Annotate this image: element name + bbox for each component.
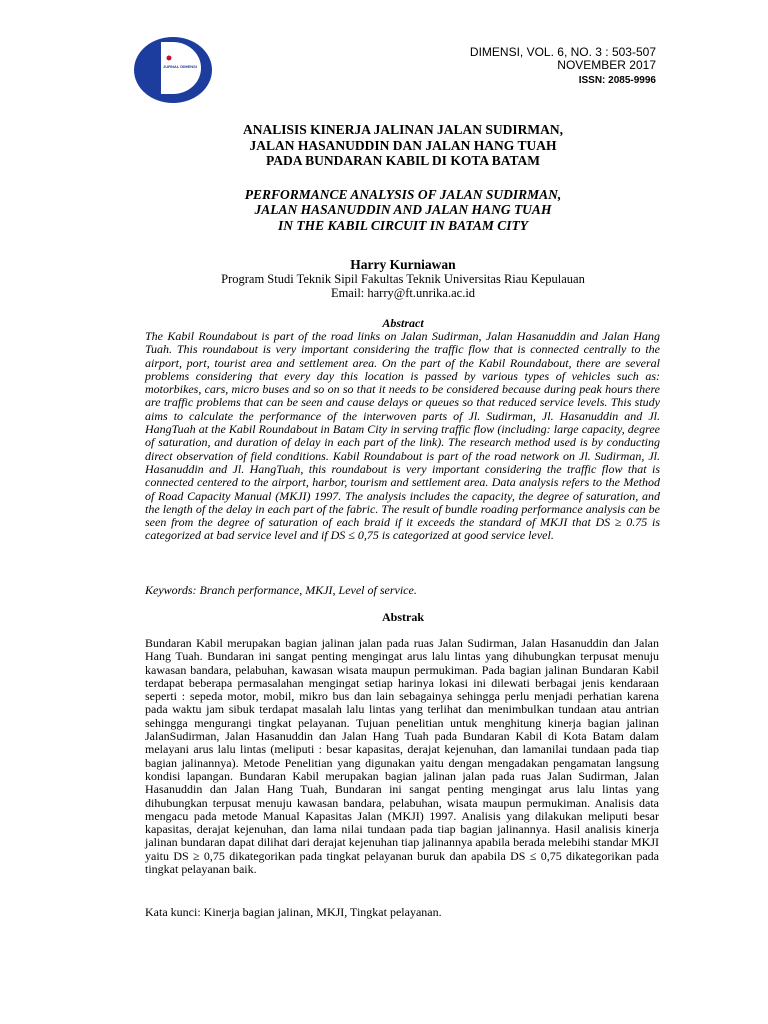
journal-citation: DIMENSI, VOL. 6, NO. 3 : 503-507 [469, 45, 656, 59]
abstract-keywords: Keywords: Branch performance, MKJI, Level of service. [145, 583, 417, 597]
journal-date: NOVEMBER 2017 [557, 58, 656, 72]
title-english [145, 187, 661, 234]
title-line: PERFORMANCE ANALYSIS OF JALAN SUDIRMAN, [244, 186, 562, 202]
title-line: IN THE KABIL CIRCUIT IN BATAM CITY [277, 217, 529, 233]
abstrak-heading: Abstrak [381, 610, 424, 624]
title-block [145, 122, 661, 233]
logo-text: JURNAL DIMENSI [163, 64, 197, 69]
title-line: ANALISIS KINERJA JALINAN JALAN SUDIRMAN, [243, 122, 563, 137]
title-line: JALAN HASANUDDIN AND JALAN HANG TUAH [254, 202, 552, 217]
journal-logo-icon [133, 36, 213, 104]
journal-info [470, 46, 656, 87]
author-email: Email: harry@ft.unrika.ac.id [330, 286, 476, 300]
title-line: PADA BUNDARAN KABIL DI KOTA BATAM [266, 153, 540, 168]
journal-logo [133, 36, 213, 104]
author-affiliation: Program Studi Teknik Sipil Fakultas Teknik Universitas Riau Kepulauan [221, 272, 585, 286]
author-name: Harry Kurniawan [350, 257, 456, 272]
abstract-heading: Abstract [382, 316, 424, 330]
title-line: JALAN HASANUDDIN DAN JALAN HANG TUAH [249, 137, 557, 153]
abstract-text: The Kabil Roundabout is part of the road links on Jalan Sudirman, Jalan Hasanuddin and Jalan Hang Tuah. This roundabout is very important considering the traffic flow that is connected centrally to the airport, port, tourist area and settlement area. On the part of the Kabil Roundabout, there are several problems considering that every day this location is passed by various types of vehicles such as: motorbikes, cars, micro buses and so on so that it needs to be considered because during peak hours there are traffic problems that can be seen and cause delays or queues so that reduced service levels. This study aims to calculate the performance of the interwoven parts of Jl. Sudirman, Jl. Hasanuddin and Jl. HangTuah at the Kabil Roundabout in Batam City in serving traffic flow (including: large capacity, degree of saturation, and duration of delay in each part of the link). The research method used is by conducting direct observation of field conditions. Kabil Roundabout is part of the road network on Jl. Sudirman, Jl. Hasanuddin and Jl. HangTuah, this roundabout is very important considering the traffic flow that is connected centered to the airport, harbor, tourism and settlement area. Data analysis refers to the Method of Road Capacity Manual (MKJI) 1997. The analysis includes the capacity, the degree of saturation, and the length of the delay in each part of the fabric. The result of bundle roading performance analysis can be seen from the degree of saturation of each braid if it exceeds the standard of MKJI that DS ≥ 0.75 is categorized at bad service level and if DS ≤ 0,75 is categorized at good service level. [145, 329, 660, 543]
abstrak-text: Bundaran Kabil merupakan bagian jalinan jalan pada ruas Jalan Sudirman, Jalan Hasanuddin dan Jalan Hang Tuah. Bundaran ini sangat penting mengingat arus lalu lintas yang dihubungkan terpusat menuju kawasan bandara, pelabuhan, kawasan wisata maupun permukiman. Pada bagian jalinan Bundaran Kabil terdapat beberapa permasalahan mengingat setiap harinya lokasi ini dilewati berbagai jenis kendaraan seperti : sepeda motor, mobil, mikro bus dan lain sebagainya sehingga perlu menjadi perhatian karena pada waktu jam sibuk terdapat masalah lalu lintas yang terlihat dan menimbulkan tundaan atau antrian sehingga mengurangi tingkat pelayanan. Tujuan penelitian untuk menghitung kinerja bagian jalinan JalanSudirman, Jalan Hasanuddin dan Jalan Hang Tuah pada Bundaran Kabil di Kota Batam dalam melayani arus lalu lintas (meliputi : besar kapasitas, derajat kejenuhan, dan lamanilai tundaan pada tiap bagian jalinannya). Metode Penelitian yang digunakan yaitu dengan mengadakan pengamatan langsung kondisi lapangan. Bundaran Kabil merupakan bagian jalinan jalan pada ruas Jalan Sudirman, Jalan Hasanuddin dan Jalan Hang Tuah, Bundaran ini sangat penting mengingat arus lalu lintas yang dihubungkan terpusat menuju kawasan bandara, pelabuhan, wisata maupun permukiman. Analisis data mengacu pada metode Manual Kapasitas Jalan (MKJI) 1997. Analisis yang dilakukan meliputi besar kapasitas, derajat kejenuhan, dan lama nilai tundaan pada tiap bagian jalinannya. Hasil analisis kinerja jalinan bundaran dapat dilihat dari derajat kejenuhan tiap jalinannya apabila berada melebihi standar MKJI yaitu DS ≥ 0,75 dikategorikan pada tingkat pelayanan buruk dan apabila DS ≤ 0,75 dikategorikan pada tingkat pelayanan baik. [145, 636, 659, 877]
title-indonesian [145, 122, 661, 169]
abstrak-keywords: Kata kunci: Kinerja bagian jalinan, MKJI, Tingkat pelayanan. [145, 905, 442, 919]
author-block [145, 257, 661, 300]
journal-issn: ISSN: 2085-9996 [578, 75, 656, 86]
